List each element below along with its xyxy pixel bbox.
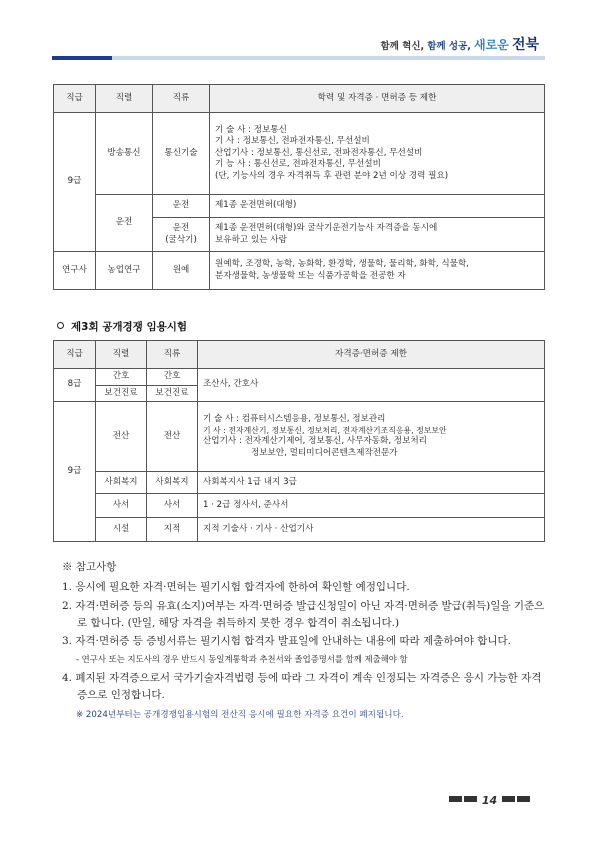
- slogan-part-1: 함께 혁신,: [380, 41, 425, 52]
- series-cell: 간호: [96, 369, 147, 386]
- page-bar-decoration: [517, 796, 530, 802]
- page-bar-decoration: [464, 796, 477, 802]
- class-cell: 전산: [147, 402, 198, 472]
- qual-line: 정보보안, 멀티미디어콘텐츠제작전문가: [251, 447, 398, 458]
- qualification-cell: 조산사, 간호사: [198, 369, 545, 402]
- header-grade: 직급: [54, 341, 96, 369]
- header-qualification: 자격증·면허증 제한: [198, 341, 545, 369]
- table-header-row: [54, 85, 545, 113]
- header-series: 직렬: [96, 341, 147, 369]
- header-qualification: 학력 및 자격증 · 면허증 등 제한: [210, 85, 545, 113]
- table-row: [54, 402, 545, 472]
- header-divider: [52, 56, 545, 60]
- notes-title: ※ 참고사항: [62, 561, 117, 573]
- qualification-table-1: [53, 84, 545, 290]
- slogan-part-2: 함께 성공,: [427, 41, 471, 52]
- series-cell: 보건진료: [96, 385, 147, 402]
- class-cell: 통신기술: [153, 113, 210, 195]
- table-row: [54, 518, 545, 542]
- class-cell: 사서: [147, 494, 198, 518]
- slogan-part-4: 전북: [511, 37, 539, 53]
- page-number-text: 14: [481, 794, 498, 807]
- qual-line: 원예학, 조경학, 농학, 농화학, 환경학, 생물학, 물리학, 화학, 식물학,: [215, 258, 469, 269]
- class-cell: 간호: [147, 369, 198, 386]
- qual-line: 기 술 사 : 컴퓨터시스템응용, 정보통신, 정보관리: [203, 413, 386, 424]
- table-row: [54, 113, 545, 195]
- circle-bullet-icon: [57, 322, 64, 329]
- page-bar-decoration: [449, 796, 462, 802]
- class-line: 운전: [172, 222, 190, 233]
- qualification-cell: [198, 402, 545, 472]
- table-row: [54, 252, 545, 290]
- header-class: 직류: [147, 341, 198, 369]
- qualification-cell: [210, 218, 545, 252]
- class-cell: 원예: [153, 252, 210, 290]
- qualification-cell: 1 · 2급 정사서, 준사서: [198, 494, 545, 518]
- section-title: [57, 319, 187, 334]
- series-cell: 시설: [96, 518, 147, 542]
- series-cell: 방송통신: [96, 113, 153, 195]
- class-cell: [153, 218, 210, 252]
- header-divider-accent: [52, 56, 112, 60]
- series-cell: 전산: [96, 402, 147, 472]
- qual-line: 분자생물학, 농생물학 또는 식품가공학을 전공한 자: [215, 270, 406, 281]
- qual-line: 제1종 운전면허(대형)와 굴삭기운전기능사 자격증을 동시에: [215, 222, 438, 233]
- section-title-text: 제3회 공개경쟁 임용시험: [71, 321, 188, 333]
- table-row: [54, 369, 545, 386]
- note-item: 4. 폐지된 자격증으로서 국가기술자격법령 등에 따라 그 자격이 계속 인정되는 자격증은 응시 가능한 자격증으로 인정합니다.: [62, 672, 542, 701]
- note-sub-item: - 연구사 또는 지도사의 경우 반드시 동일계통학과 추천서와 졸업증명서를 함께 제출해야 함: [76, 654, 408, 665]
- qual-line: (단, 기능사의 경우 자격취득 후 관련 분야 2년 이상 경력 필요): [215, 170, 449, 181]
- qual-line: 기 사 : 전자계산기, 정보통신, 정보처리, 전자계산기조직응용, 정보보안: [203, 425, 447, 435]
- qual-line: 기 사 : 정보통신, 전파전자통신, 무선설비: [215, 136, 370, 147]
- note-item: 2. 자격·면허증 등의 유효(소지)여부는 자격·면허증 발급신청일이 아닌 자격·면허증 발급(취득)일을 기준으로 합니다. (만일, 해당 자격을 취득하지 못한 경우 합격이 취소됩니다.): [62, 599, 545, 629]
- note-item: 3. 자격·면허증 등 증빙서류는 필기시험 합격자 발표일에 안내하는 내용에 따라 제출하여야 합니다.: [62, 635, 511, 648]
- series-cell: 사서: [96, 494, 147, 518]
- qualification-cell: 사회복지사 1급 내지 3급: [198, 472, 545, 494]
- qual-line: 보유하고 있는 사람: [215, 234, 287, 245]
- header-slogan: [380, 34, 539, 54]
- table-row: [54, 494, 545, 518]
- notes-footnote: ※ 2024년부터는 공개경쟁임용시험의 전산직 응시에 필요한 자격증 요건이 폐지됩니다.: [76, 709, 404, 720]
- header-class: 직류: [153, 85, 210, 113]
- qual-line: 기 술 사 : 정보통신: [215, 124, 287, 135]
- grade-cell: 9급: [54, 402, 96, 542]
- qualification-table-2: [53, 340, 545, 542]
- header-grade: 직급: [54, 85, 96, 113]
- grade-cell: 9급: [54, 113, 96, 252]
- grade-cell: 8급: [54, 369, 96, 402]
- header-series: 직렬: [96, 85, 153, 113]
- note-item: 1. 응시에 필요한 자격·면허는 필기시험 합격자에 한하여 확인할 예정입니다.: [62, 581, 410, 593]
- table-header-row: [54, 341, 545, 369]
- qual-line: 기 능 사 : 통신선로, 전파전자통신, 무선설비: [215, 159, 381, 170]
- reference-notes: [62, 559, 546, 720]
- class-cell: 보건진료: [147, 385, 198, 402]
- table-row: [54, 472, 545, 494]
- page-bar-decoration: [502, 796, 515, 802]
- qualification-cell: 지적 기술사 · 기사 · 산업기사: [198, 518, 545, 542]
- qual-line: 산업기사 : 전자계산기제어, 정보통신, 사무자동화, 정보처리: [203, 436, 427, 447]
- class-cell: 운전: [153, 195, 210, 218]
- series-cell: 사회복지: [96, 472, 147, 494]
- page-number: [448, 794, 531, 807]
- series-cell: 농업연구: [96, 252, 153, 290]
- slogan-part-3: 새로운: [474, 38, 509, 52]
- class-cell: 지적: [147, 518, 198, 542]
- qualification-cell: [210, 252, 545, 290]
- table-row: [54, 195, 545, 218]
- qual-line: 산업기사 : 정보통신, 통신선로, 전파전자통신, 무선설비: [215, 147, 423, 158]
- qualification-cell: [210, 113, 545, 195]
- series-cell: 운전: [96, 195, 153, 252]
- class-line: (굴삭기): [165, 234, 197, 245]
- grade-cell: 연구사: [54, 252, 96, 290]
- qualification-cell: 제1종 운전면허(대형): [210, 195, 545, 218]
- class-cell: 사회복지: [147, 472, 198, 494]
